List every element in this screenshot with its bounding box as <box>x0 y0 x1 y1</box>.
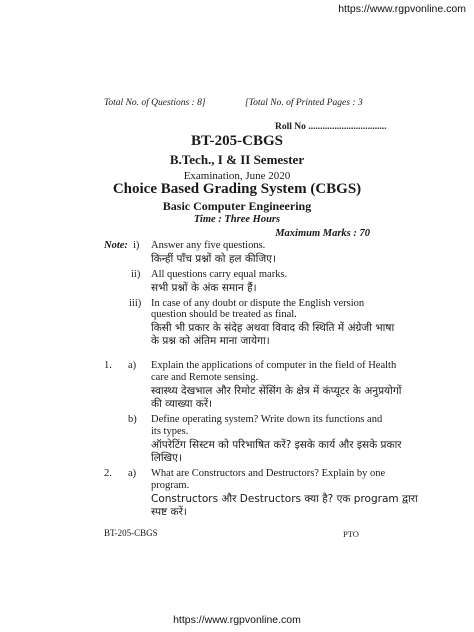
note-item-number: i) <box>133 240 140 251</box>
question-text-en: program. <box>151 480 190 491</box>
note-item-number: iii) <box>129 298 142 309</box>
paper-code: BT-205-CBGS <box>191 133 283 149</box>
footer-paper-code: BT-205-CBGS <box>104 528 158 538</box>
note-item-hi: के प्रश्न को अंतिम माना जायेगा। <box>151 335 270 347</box>
total-printed-pages: [Total No. of Printed Pages : 3 <box>245 98 363 108</box>
question-text-en: Define operating system? Write down its functions and <box>151 414 383 425</box>
watermark-bottom: https://www.rgpvonline.com <box>173 614 301 626</box>
question-text-en: its types. <box>151 426 189 437</box>
question-text-hi: की व्याख्या करें। <box>151 398 213 410</box>
note-item-hi: किन्हीं पाँच प्रश्नों को हल कीजिए। <box>151 253 276 265</box>
question-text-hi: Constructors और Destructors क्या है? एक program द्वारा <box>151 493 418 505</box>
question-text-hi: स्पष्ट करें। <box>151 506 187 518</box>
subject-name: Basic Computer Engineering <box>162 199 312 213</box>
question-part-label: a) <box>128 468 137 479</box>
note-item-en: question should be treated as final. <box>151 309 297 320</box>
question-text-en: Explain the applications of computer in the field of Health <box>151 360 397 371</box>
question-part-label: b) <box>128 414 137 425</box>
watermark-top: https://www.rgpvonline.com <box>338 3 466 15</box>
roll-no: Roll No ................................. <box>275 122 387 132</box>
course-name: B.Tech., I & II Semester <box>169 152 305 167</box>
note-item-en: Answer any five questions. <box>151 240 266 251</box>
please-turn-over: PTO <box>343 529 359 539</box>
question-number: 2. <box>104 468 112 479</box>
question-text-hi: स्वास्थ्य देखभाल और रिमोट सेंसिंग के क्षेत्र में कंप्यूटर के अनुप्रयोगों <box>151 385 402 397</box>
maximum-marks: Maximum Marks : 70 <box>275 228 370 239</box>
question-text-hi: लिखिए। <box>151 452 182 464</box>
note-item-hi: सभी प्रश्नों के अंक समान हैं। <box>151 282 257 294</box>
total-questions: Total No. of Questions : 8] <box>104 98 206 108</box>
grading-system: Choice Based Grading System (CBGS) <box>112 181 362 197</box>
exam-session: Examination, June 2020 <box>183 170 291 182</box>
question-text-en: What are Constructors and Destructors? Explain by one <box>151 468 386 479</box>
question-part-label: a) <box>128 360 137 371</box>
note-item-hi: किसी भी प्रकार के संदेह अथवा विवाद की स्थिति में अंग्रेजी भाषा <box>151 322 395 334</box>
note-label: Note: <box>104 240 128 251</box>
question-number: 1. <box>104 360 112 371</box>
question-text-hi: ऑपरेटिंग सिस्टम को परिभाषित करें? इसके कार्य और इसके प्रकार <box>151 439 402 451</box>
note-item-en: In case of any doubt or dispute the English version <box>151 298 365 309</box>
time-allowed: Time : Three Hours <box>193 214 281 225</box>
note-item-number: ii) <box>131 269 141 280</box>
note-item-en: All questions carry equal marks. <box>151 269 288 280</box>
question-text-en: care and Remote sensing. <box>151 372 259 383</box>
